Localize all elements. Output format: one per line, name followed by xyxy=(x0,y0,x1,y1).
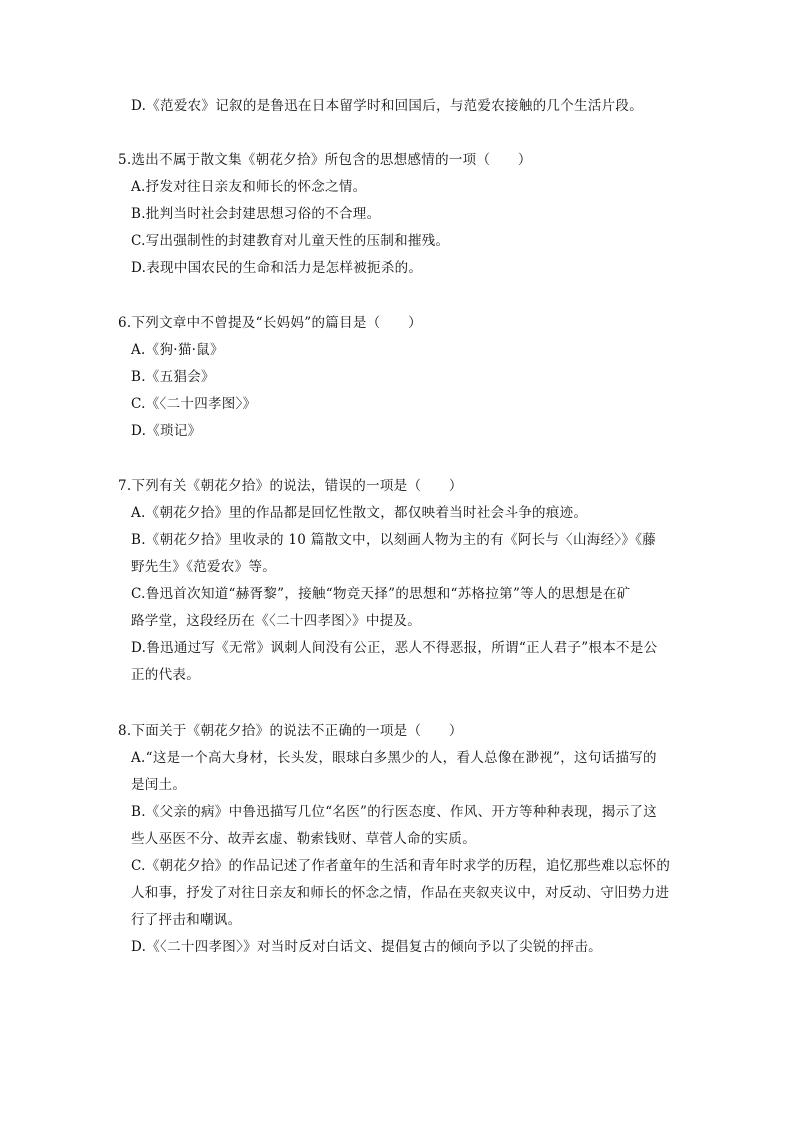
q8-option-d: D.《〈二十四孝图〉》对当时反对白话文、提倡复古的倾向予以了尖锐的抨击。 xyxy=(131,939,602,955)
q6-option-a: A.《狗·猫·鼠》 xyxy=(131,342,224,358)
q7-option-d-line2: 正的代表。 xyxy=(131,667,200,683)
q5-option-b: B.批判当时社会封建思想习俗的不合理。 xyxy=(131,206,381,222)
q5-option-d: D.表现中国农民的生命和活力是怎样被扼杀的。 xyxy=(131,260,423,276)
q7-option-d-line1: D.鲁迅通过写《无常》讽刺人间没有公正，恶人不得恶报，所谓“正人君子”根本不是公 xyxy=(131,640,658,656)
q5-option-c: C.写出强制性的封建教育对儿童天性的压制和摧残。 xyxy=(131,233,450,249)
q8-option-c-line3: 行了抨击和嘲讽。 xyxy=(131,912,242,928)
q7-option-b-line1: B.《朝花夕拾》里收录的 10 篇散文中，以刻画人物为主的有《阿长与〈山海经〉》《藤 xyxy=(131,532,657,548)
q6-stem: 6.下列文章中不曾提及“长妈妈”的篇目是（ ） xyxy=(118,315,422,331)
q8-option-a-line1: A.“这是一个高大身材，长头发，眼球白多黑少的人，看人总像在渺视”，这句话描写的 xyxy=(131,750,657,766)
q6-option-c: C.《〈二十四孝图〉》 xyxy=(131,396,257,412)
q7-option-a: A.《朝花夕拾》里的作品都是回忆性散文，都仅映着当时社会斗争的痕迹。 xyxy=(131,505,588,521)
q5-option-a: A.抒发对往日亲友和师长的怀念之情。 xyxy=(131,179,367,195)
q6-option-d: D.《琐记》 xyxy=(131,423,202,439)
q4-option-d: D.《范爱农》记叙的是鲁迅在日本留学时和回国后，与范爱农接触的几个生活片段。 xyxy=(131,98,644,114)
q7-option-c-line2: 路学堂，这段经历在《〈二十四孝图〉》中提及。 xyxy=(131,613,422,629)
q7-option-c-line1: C.鲁迅首次知道“赫胥黎”，接触“物竞天择”的思想和“苏格拉第”等人的思想是在矿 xyxy=(131,586,631,602)
q7-stem: 7.下列有关《朝花夕拾》的说法，错误的一项是（ ） xyxy=(118,478,463,494)
q8-option-a-line2: 是闰土。 xyxy=(131,777,187,793)
q8-option-c-line2: 人和事，抒发了对往日亲友和师长的怀念之情，作品在夹叙夹议中，对反动、守旧势力进 xyxy=(131,885,670,901)
q7-option-b-line2: 野先生》《范爱农》等。 xyxy=(131,559,277,575)
q8-stem: 8.下面关于《朝花夕拾》的说法不正确的一项是（ ） xyxy=(118,723,463,739)
q6-option-b: B.《五猖会》 xyxy=(131,369,215,385)
q8-option-b-line1: B.《父亲的病》中鲁迅描写几位“名医”的行医态度、作风、开方等种种表现，揭示了这 xyxy=(131,804,658,820)
q8-option-b-line2: 些人巫医不分、故弄玄虚、勒索钱财、草菅人命的实质。 xyxy=(131,831,476,847)
q5-stem: 5.选出不属于散文集《朝花夕拾》所包含的思想感情的一项（ ） xyxy=(118,152,532,168)
q8-option-c-line1: C.《朝花夕拾》的作品记述了作者童年的生活和青年时求学的历程，追忆那些难以忘怀的 xyxy=(131,858,671,874)
